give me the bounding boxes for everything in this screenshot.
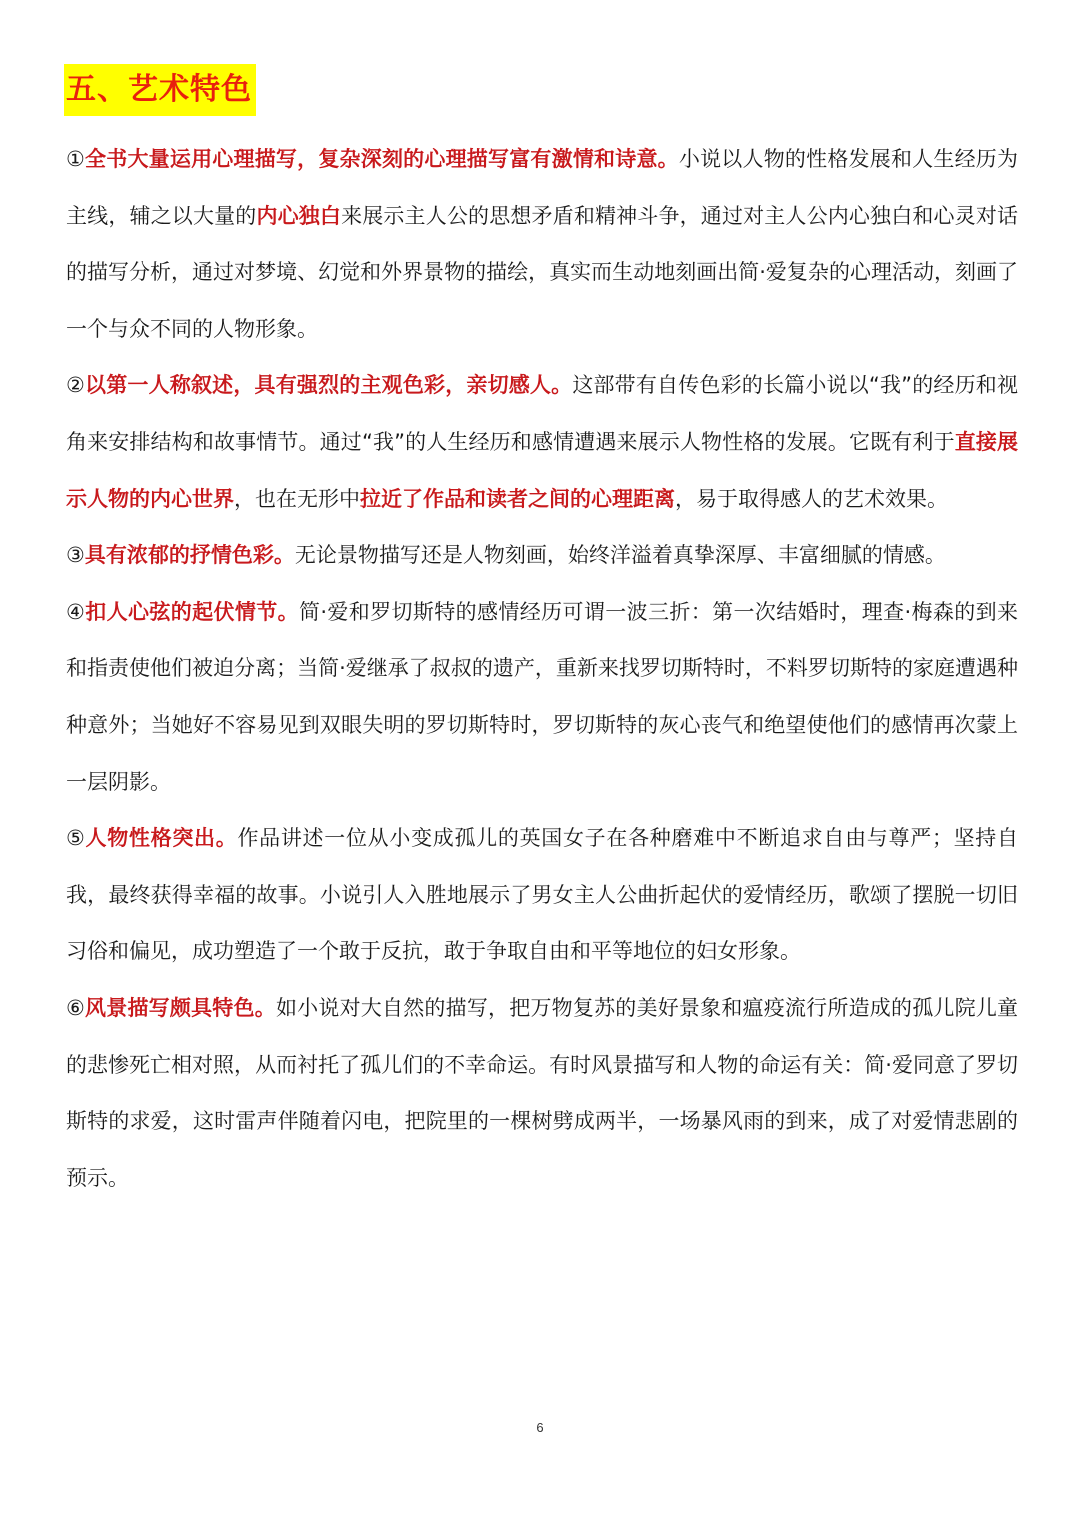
body-text: ，易于取得感人的艺术效果。: [675, 486, 948, 511]
body-text: 无论景物描写还是人物刻画，始终洋溢着真挚深厚、丰富细腻的情感。: [294, 543, 946, 568]
item-number: ②: [66, 373, 86, 398]
page-number: 6: [536, 1420, 544, 1435]
highlighted-text: 以第一人称叙述，具有强烈的主观色彩，亲切感人。: [85, 373, 573, 398]
highlighted-text: 全书大量运用心理描写，复杂深刻的心理描写富有激情和诗意。: [85, 147, 679, 171]
body-text: 简·爱和罗切斯特的感情经历可谓一波三折：第一次结婚时，理查·梅森的到来和指责使他们被迫分离；当简·爱继承了叔叔的遗产，重新来找罗切斯特时，不料罗切斯特的家庭遭遇种种意外；当她好不容易见到双眼失明的罗切斯特时，罗切斯特的灰心丧气和绝望使他们的感情再次蒙上一层阴影。: [66, 599, 1019, 794]
item-number: ⑤: [66, 826, 86, 851]
highlighted-text: 风景描写颇具特色。: [85, 995, 276, 1020]
highlighted-text: 具有浓郁的抒情色彩。: [84, 543, 295, 568]
body-text: 如小说对大自然的描写，把万物复苏的美好景象和瘟疫流行所造成的孤儿院儿童的悲惨死亡相对照，从而衬托了孤儿们的不幸命运。有时风景描写和人物的命运有关：简·爱同意了罗切斯特的求爱，这时雷声伴随着闪电，把院里的一棵树劈成两半，一场暴风雨的到来，成了对爱情悲剧的预示。: [66, 995, 1019, 1190]
paragraph-1: [66, 131, 1018, 357]
item-number: ①: [66, 147, 86, 171]
paragraph-3: [66, 527, 1018, 584]
section-heading-wrapper: [64, 64, 256, 116]
highlighted-text: 人物性格突出。: [85, 826, 238, 851]
body-text: 来展示主人公的思想矛盾和精神斗争，通过对主人公内心独白和心灵对话的描写分析，通过对梦境、幻觉和外界景物的描绘，真实而生动地刻画出简·爱复杂的心理活动，刻画了一个与众不同的人物形象。: [66, 203, 1019, 341]
item-number: ⑥: [66, 995, 86, 1020]
item-number: ④: [66, 599, 86, 624]
highlighted-text: 直接展示人物的内心世界: [66, 429, 1018, 511]
paragraph-6: [66, 980, 1018, 1206]
body-content: [66, 131, 1018, 1206]
paragraph-4: [66, 584, 1018, 810]
highlighted-text: 扣人心弦的起伏情节。: [85, 599, 299, 624]
body-text: 作品讲述一位从小变成孤儿的英国女子在各种磨难中不断追求自由与尊严；坚持自我，最终获得幸福的故事。小说引人入胜地展示了男女主人公曲折起伏的爱情经历，歌颂了摆脱一切旧习俗和偏见，成功塑造了一个敢于反抗，敢于争取自由和平等地位的妇女形象。: [66, 826, 1019, 964]
body-text: 小说以人物的性格发展和人生经历为主线，辅之以大量的: [66, 147, 1019, 228]
paragraph-2: [66, 357, 1018, 527]
section-heading: 五、艺术特色: [64, 64, 256, 116]
highlighted-text: 内心独白: [256, 203, 342, 228]
paragraph-5: [66, 810, 1018, 980]
body-text: ，也在无形中: [234, 486, 360, 511]
highlighted-text: 拉近了作品和读者之间的心理距离: [360, 486, 675, 511]
body-text: 这部带有自传色彩的长篇小说以“我”的经历和视角来安排结构和故事情节。通过“我”的人生经历和感情遭遇来展示人物性格的发展。它既有利于: [66, 373, 1018, 454]
item-number: ③: [66, 543, 85, 568]
